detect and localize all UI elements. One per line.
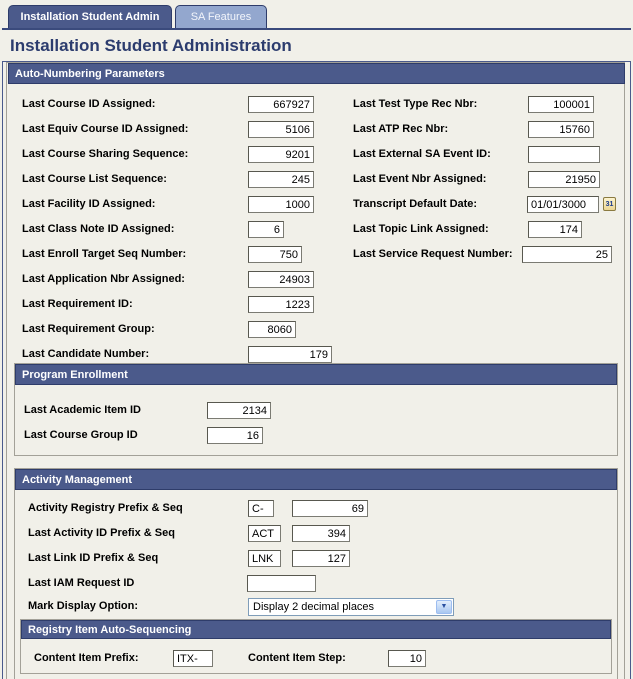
last-requirement-id-input[interactable]	[248, 296, 314, 313]
field-label: Transcript Default Date:	[353, 198, 478, 210]
field-label: Last Course List Sequence:	[22, 173, 167, 185]
auto-numbering-header: Auto-Numbering Parameters	[8, 63, 625, 84]
field-label: Last Equiv Course ID Assigned:	[22, 123, 189, 135]
chevron-down-icon[interactable]: ▼	[436, 600, 452, 614]
field-row	[353, 121, 448, 138]
last-facility-id-input[interactable]	[248, 196, 314, 213]
field-row	[28, 500, 183, 517]
field-label: Last Academic Item ID	[24, 404, 141, 416]
last-iam-request-id-input[interactable]	[247, 575, 316, 592]
field-label: Last Course ID Assigned:	[22, 98, 156, 110]
field-row	[22, 96, 155, 113]
field-label: Last Test Type Rec Nbr:	[353, 98, 478, 110]
field-row	[353, 196, 614, 213]
field-label: Last Facility ID Assigned:	[22, 198, 156, 210]
content-item-prefix-input[interactable]	[173, 650, 213, 667]
registry-header: Registry Item Auto-Sequencing	[21, 620, 611, 639]
field-label: Mark Display Option:	[28, 600, 139, 612]
field-label: Activity Registry Prefix & Seq	[28, 502, 183, 514]
activity-management-header: Activity Management	[15, 469, 617, 490]
field-row	[22, 271, 185, 288]
field-label: Last Event Nbr Assigned:	[353, 173, 487, 185]
field-row	[28, 575, 134, 592]
tab-underline	[2, 28, 631, 30]
last-equiv-course-id-input[interactable]	[248, 121, 314, 138]
calendar-icon[interactable]: 31	[603, 197, 616, 211]
field-label: Last Service Request Number:	[353, 248, 513, 260]
last-course-sharing-seq-input[interactable]	[248, 146, 314, 163]
field-row	[28, 550, 158, 567]
activity-registry-seq-input[interactable]	[292, 500, 368, 517]
last-academic-item-id-input[interactable]	[207, 402, 271, 419]
last-enroll-target-seq-input[interactable]	[248, 246, 302, 263]
field-row	[22, 196, 155, 213]
field-row	[353, 171, 486, 188]
field-label: Last Topic Link Assigned:	[353, 223, 489, 235]
mark-display-option-value: Display 2 decimal places	[253, 601, 375, 613]
last-course-id-input[interactable]	[248, 96, 314, 113]
field-label: Last Requirement Group:	[22, 323, 155, 335]
content-item-step-input[interactable]	[388, 650, 426, 667]
field-row	[34, 650, 346, 667]
field-row	[28, 525, 175, 542]
field-row	[24, 402, 141, 419]
field-label: Last Candidate Number:	[22, 348, 150, 360]
last-atp-rec-nbr-input[interactable]	[528, 121, 594, 138]
field-label: Last Enroll Target Seq Number:	[22, 248, 187, 260]
activity-registry-prefix-input[interactable]	[248, 500, 274, 517]
program-enrollment-header: Program Enrollment	[15, 364, 617, 385]
field-row	[22, 171, 167, 188]
field-label: Last IAM Request ID	[28, 577, 135, 589]
field-row	[22, 321, 155, 338]
field-label: Last Requirement ID:	[22, 298, 133, 310]
field-label: Last ATP Rec Nbr:	[353, 123, 449, 135]
field-row	[353, 246, 513, 263]
last-service-request-number-input[interactable]	[522, 246, 612, 263]
field-row	[22, 121, 188, 138]
field-row	[353, 146, 491, 163]
field-row	[24, 427, 138, 444]
last-course-group-id-input[interactable]	[207, 427, 263, 444]
field-row	[22, 296, 133, 313]
field-label: Last Activity ID Prefix & Seq	[28, 527, 175, 539]
tab-installation-student-admin[interactable]: Installation Student Admin	[8, 5, 172, 28]
field-row	[353, 221, 489, 238]
last-topic-link-input[interactable]	[528, 221, 582, 238]
field-row	[28, 598, 448, 615]
field-row	[353, 96, 477, 113]
last-external-sa-event-id-input[interactable]	[528, 146, 600, 163]
transcript-default-date-input[interactable]	[527, 196, 599, 213]
last-requirement-group-input[interactable]	[248, 321, 296, 338]
tab-sa-features[interactable]: SA Features	[175, 5, 267, 28]
mark-display-option-dropdown[interactable]	[248, 598, 454, 616]
last-link-id-prefix-input[interactable]	[248, 550, 281, 567]
last-link-id-seq-input[interactable]	[292, 550, 350, 567]
field-row	[22, 221, 174, 238]
page-title: Installation Student Administration	[10, 36, 292, 55]
field-row	[22, 246, 186, 263]
last-test-type-rec-nbr-input[interactable]	[528, 96, 594, 113]
field-row	[22, 346, 149, 363]
field-row	[22, 146, 188, 163]
tab-bar	[8, 5, 267, 28]
field-label: Last Course Sharing Sequence:	[22, 148, 189, 160]
last-application-nbr-input[interactable]	[248, 271, 314, 288]
field-label: Content Item Prefix:	[34, 652, 139, 664]
last-event-nbr-input[interactable]	[528, 171, 600, 188]
field-label: Last Class Note ID Assigned:	[22, 223, 175, 235]
field-label: Content Item Step:	[248, 652, 346, 664]
last-activity-id-seq-input[interactable]	[292, 525, 350, 542]
field-label: Last Link ID Prefix & Seq	[28, 552, 159, 564]
last-class-note-id-input[interactable]	[248, 221, 284, 238]
field-label: Last Course Group ID	[24, 429, 138, 441]
field-label: Last External SA Event ID:	[353, 148, 491, 160]
last-activity-id-prefix-input[interactable]	[248, 525, 281, 542]
field-label: Last Application Nbr Assigned:	[22, 273, 185, 285]
last-candidate-number-input[interactable]	[248, 346, 332, 363]
last-course-list-seq-input[interactable]	[248, 171, 314, 188]
